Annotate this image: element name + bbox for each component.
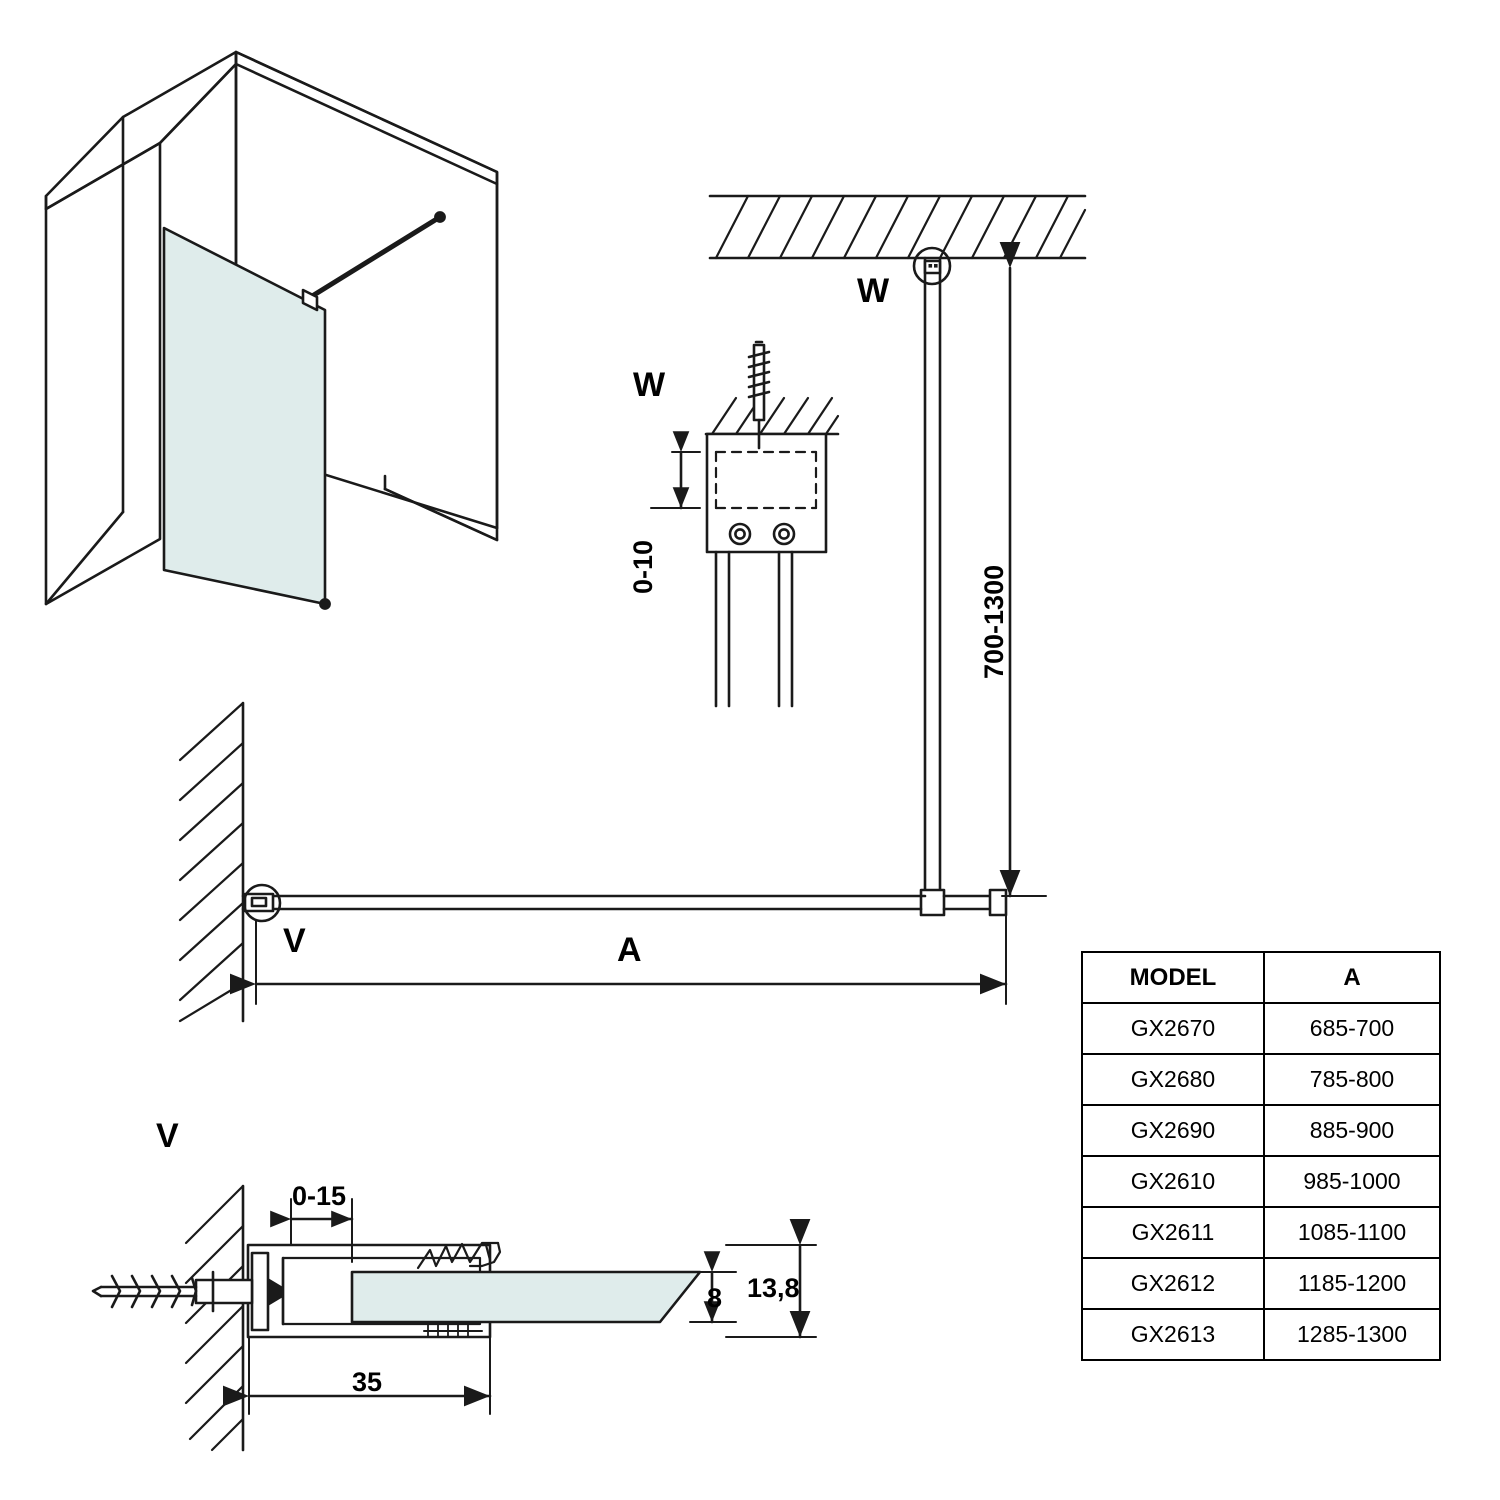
dimension-8: 8 (707, 1283, 723, 1313)
dimension-700-1300: 700-1300 (979, 564, 1009, 679)
screw-anchor-w (749, 342, 769, 448)
table-row (1082, 1207, 1440, 1258)
dimension-35: 35 (352, 1367, 383, 1397)
ceiling-elevation-view (710, 196, 1085, 915)
cell-model: GX2612 (1082, 1258, 1264, 1309)
cell-a: 1085-1100 (1264, 1207, 1440, 1258)
cell-a: 785-800 (1264, 1054, 1440, 1105)
table-row (1082, 1054, 1440, 1105)
dimension-a-label: A (617, 931, 642, 969)
screw-anchor-v (93, 1272, 252, 1311)
detail-label-v-plan: V (283, 922, 306, 960)
cell-a: 985-1000 (1264, 1156, 1440, 1207)
cell-a: 885-900 (1264, 1105, 1440, 1156)
detail-label-v-section: V (156, 1117, 179, 1155)
cell-model: GX2611 (1082, 1207, 1264, 1258)
model-dimension-table (1081, 951, 1441, 1361)
table-row (1082, 1258, 1440, 1309)
dimension-0-15: 0-15 (292, 1181, 347, 1211)
table-row (1082, 1156, 1440, 1207)
table-row (1082, 1105, 1440, 1156)
cell-model: GX2613 (1082, 1309, 1264, 1360)
detail-w-bracket (651, 342, 838, 706)
table-row (1082, 1309, 1440, 1360)
cell-model: GX2690 (1082, 1105, 1264, 1156)
detail-label-w-top: W (857, 272, 890, 310)
cell-a: 1185-1200 (1264, 1258, 1440, 1309)
column-header-a: A (1264, 952, 1440, 1003)
dimension-13-8: 13,8 (747, 1273, 800, 1303)
detail-v-profile (93, 1186, 816, 1450)
detail-label-w-left: W (633, 366, 666, 404)
column-header-model: MODEL (1082, 952, 1264, 1003)
table-header-row (1082, 952, 1440, 1003)
cell-a: 1285-1300 (1264, 1309, 1440, 1360)
cell-a: 685-700 (1264, 1003, 1440, 1054)
cell-model: GX2670 (1082, 1003, 1264, 1054)
isometric-view (46, 52, 497, 609)
cell-model: GX2680 (1082, 1054, 1264, 1105)
plan-view-dimension-a (180, 703, 1006, 1021)
dimension-0-10: 0-10 (628, 539, 658, 594)
table-row (1082, 1003, 1440, 1054)
cell-model: GX2610 (1082, 1156, 1264, 1207)
